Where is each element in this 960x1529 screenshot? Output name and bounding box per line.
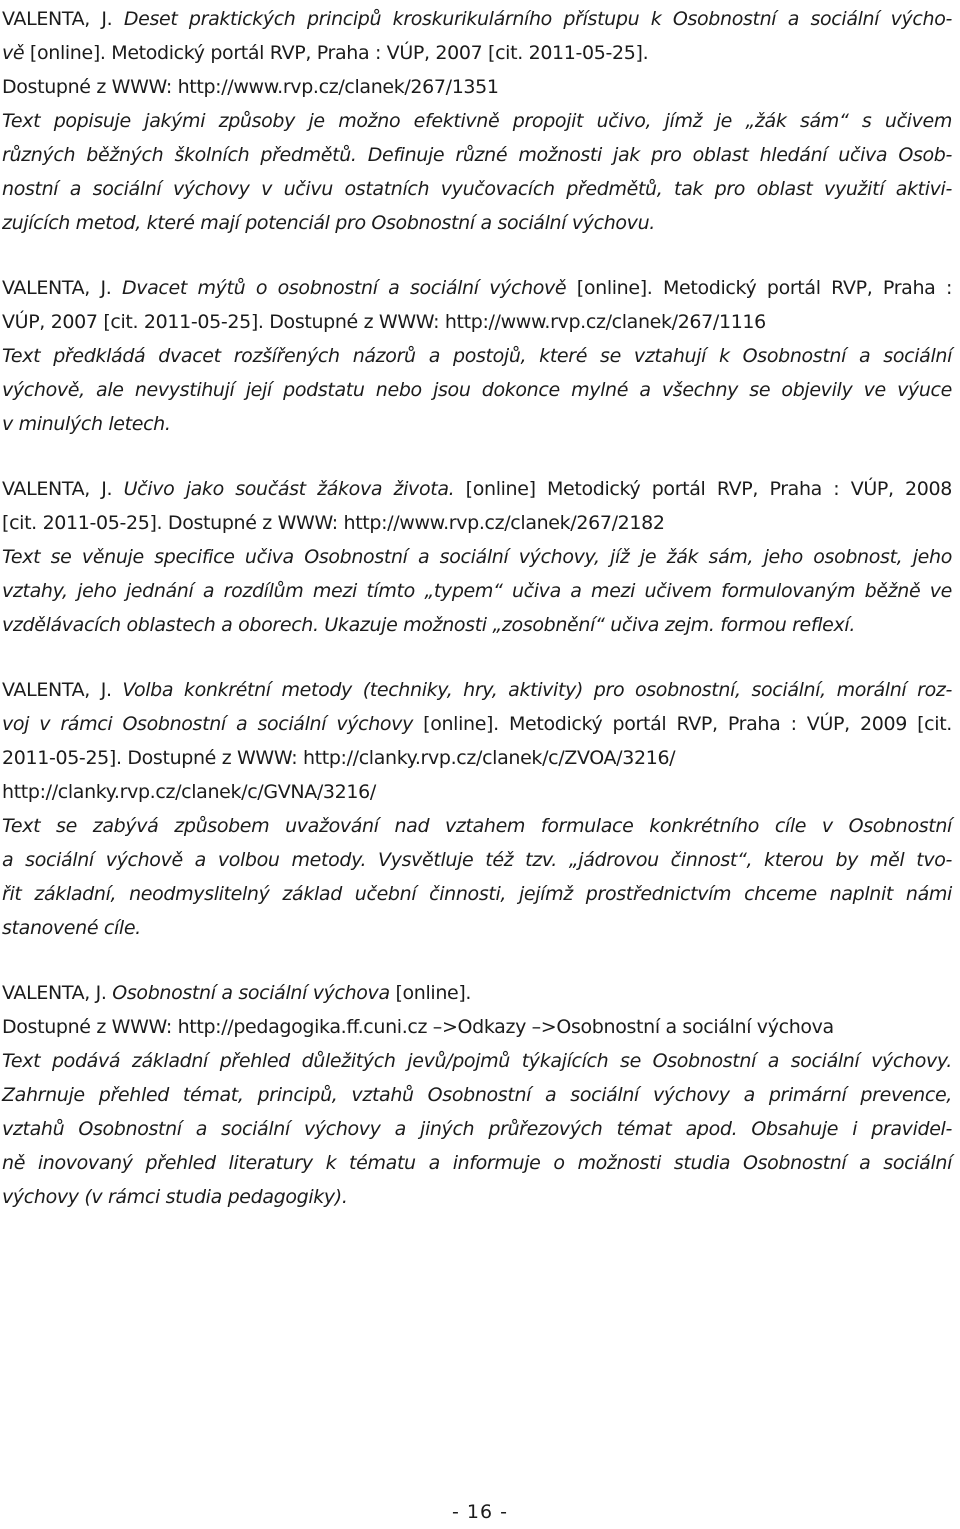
text-line <box>2 1078 952 1112</box>
italic-text: a sociální výchově a volbou metody. Vysvětluje též tzv. „jádrovou činnost“, kterou by měl tvo- <box>2 849 952 871</box>
citation-text: VALENTA, J. <box>2 679 123 701</box>
text-line <box>2 775 952 809</box>
text-line <box>2 608 952 642</box>
italic-text: Text se zabývá způsobem uvažování nad vztahem formulace konkrétního cíle v Osobnostní <box>2 815 952 837</box>
text-line <box>2 104 952 138</box>
italic-text: ně inovovaný přehled literatury k tématu a informuje o možnosti studia Osobnostní a sociální <box>2 1152 952 1174</box>
text-line <box>2 206 952 240</box>
citation-text: VALENTA, J. <box>2 478 124 500</box>
italic-text: Definuje různé možnosti jak pro oblast hledání učiva Osob- <box>356 144 952 166</box>
text-line <box>2 540 952 574</box>
citation-text: Dostupné z WWW: http://www.rvp.cz/clanek/267/1351 <box>2 76 499 98</box>
citation-text: [cit. 2011-05-25]. Dostupné z WWW: http://www.rvp.cz/clanek/267/2182 <box>2 512 665 534</box>
citation-text: 2011-05-25]. Dostupné z WWW: http://clanky.rvp.cz/clanek/c/ZVOA/3216/ <box>2 747 676 769</box>
text-line <box>2 339 952 373</box>
italic-text: Volba konkrétní metody (techniky, hry, aktivity) pro osobnostní, sociální, morální roz- <box>122 679 952 701</box>
italic-text: Deset praktických principů kroskurikulárního přístupu k Osobnostní a sociální výcho- <box>123 8 952 30</box>
text-line <box>2 1044 952 1078</box>
italic-text: Text se věnuje specifice učiva Osobnostní a sociální výchovy, jíž je žák sám, jeho osobnost, jeho <box>2 546 952 568</box>
citation-text: [online] Metodický portál RVP, Praha : VÚP, 2008 <box>454 478 953 500</box>
citation-text: [online]. Metodický portál RVP, Praha : VÚP, 2007 [cit. 2011-05-25]. <box>24 42 649 64</box>
italic-text: Text předkládá dvacet rozšířených názorů a postojů, které se vztahují k Osobnostní a sociální <box>2 345 952 367</box>
reference-entry <box>2 472 952 642</box>
text-line <box>2 741 952 775</box>
page-number: - 16 - <box>452 1501 508 1523</box>
citation-text: [online]. <box>389 982 472 1004</box>
italic-text: Zahrnuje přehled témat, principů, vztahů Osobnostní a sociální výchovy a primární prevence, <box>2 1084 952 1106</box>
text-line <box>2 911 952 945</box>
reference-entry <box>2 673 952 945</box>
text-line <box>2 138 952 172</box>
citation-text: VALENTA, J. <box>2 277 122 299</box>
italic-text: stanovené cíle. <box>2 917 141 939</box>
text-line <box>2 407 952 441</box>
text-line <box>2 36 952 70</box>
citation-text: VALENTA, J. <box>2 8 124 30</box>
italic-text: nostní a sociální výchovy v učivu ostatních vyučovacích předmětů, tak pro oblast využití aktivi- <box>2 178 952 200</box>
italic-text: řit základní, neodmyslitelný základ učební činnosti, jejímž prostřednictvím chceme naplnit námi <box>2 883 952 905</box>
text-line <box>2 707 952 741</box>
reference-entry <box>2 271 952 441</box>
text-line <box>2 1010 952 1044</box>
text-line <box>2 472 952 506</box>
text-line <box>2 877 952 911</box>
text-line <box>2 1146 952 1180</box>
citation-text: VALENTA, J. <box>2 982 113 1004</box>
italic-text: různých běžných školních předmětů. <box>2 144 357 166</box>
italic-text: Učivo jako součást žákova života. <box>123 478 455 500</box>
text-line <box>2 305 952 339</box>
text-line <box>2 373 952 407</box>
italic-text: zujících metod, které mají potenciál pro Osobnostní a sociální výchovu. <box>2 212 655 234</box>
text-line <box>2 673 952 707</box>
citation-text: VÚP, 2007 [cit. 2011-05-25]. Dostupné z WWW: http://www.rvp.cz/clanek/267/1116 <box>2 311 766 333</box>
citation-text: [online]. Metodický portál RVP, Praha : VÚP, 2009 [cit. <box>412 713 952 735</box>
citation-text: http://clanky.rvp.cz/clanek/c/GVNA/3216/ <box>2 781 376 803</box>
italic-text: Text popisuje jakými způsoby je možno efektivně propojit učivo, jímž je „žák sám“ s učivem <box>2 110 952 132</box>
italic-text: vztahů Osobnostní a sociální výchovy a jiných průřezových témat apod. Obsahuje i pravidel- <box>2 1118 952 1140</box>
reference-list <box>2 2 952 1214</box>
text-line <box>2 843 952 877</box>
text-line <box>2 1180 952 1214</box>
text-line <box>2 809 952 843</box>
reference-entry <box>2 976 952 1214</box>
text-line <box>2 172 952 206</box>
text-line <box>2 574 952 608</box>
text-line <box>2 1112 952 1146</box>
text-line <box>2 70 952 104</box>
text-line <box>2 2 952 36</box>
italic-text: Dvacet mýtů o osobnostní a sociální výchově <box>121 277 567 299</box>
italic-text: voj v rámci Osobnostní a sociální výchovy <box>2 713 413 735</box>
reference-entry <box>2 2 952 240</box>
text-line <box>2 506 952 540</box>
text-line <box>2 976 952 1010</box>
citation-text: [online]. Metodický portál RVP, Praha : <box>566 277 953 299</box>
italic-text: Osobnostní a sociální výchova <box>112 982 390 1004</box>
italic-text: vzdělávacích oblastech a oborech. Ukazuje možnosti „zosobnění“ učiva zejm. formou reflexí. <box>2 614 856 636</box>
italic-text: vě <box>2 42 25 64</box>
italic-text: vztahy, jeho jednání a rozdílům mezi tímto „typem“ učiva a mezi učivem formulovaným běžně ve <box>2 580 952 602</box>
italic-text: výchovy (v rámci studia pedagogiky). <box>2 1186 348 1208</box>
italic-text: Text podává základní přehled důležitých jevů/pojmů týkajících se Osobnostní a sociální výchovy. <box>2 1050 952 1072</box>
italic-text: v minulých letech. <box>2 413 171 435</box>
italic-text: výchově, ale nevystihují její podstatu nebo jsou dokonce mylné a všechny se objevily ve výuce <box>2 379 952 401</box>
text-line <box>2 271 952 305</box>
document-page <box>2 2 952 1245</box>
citation-text: Dostupné z WWW: http://pedagogika.ff.cuni.cz –>Odkazy –>Osobnostní a sociální výchova <box>2 1016 834 1038</box>
